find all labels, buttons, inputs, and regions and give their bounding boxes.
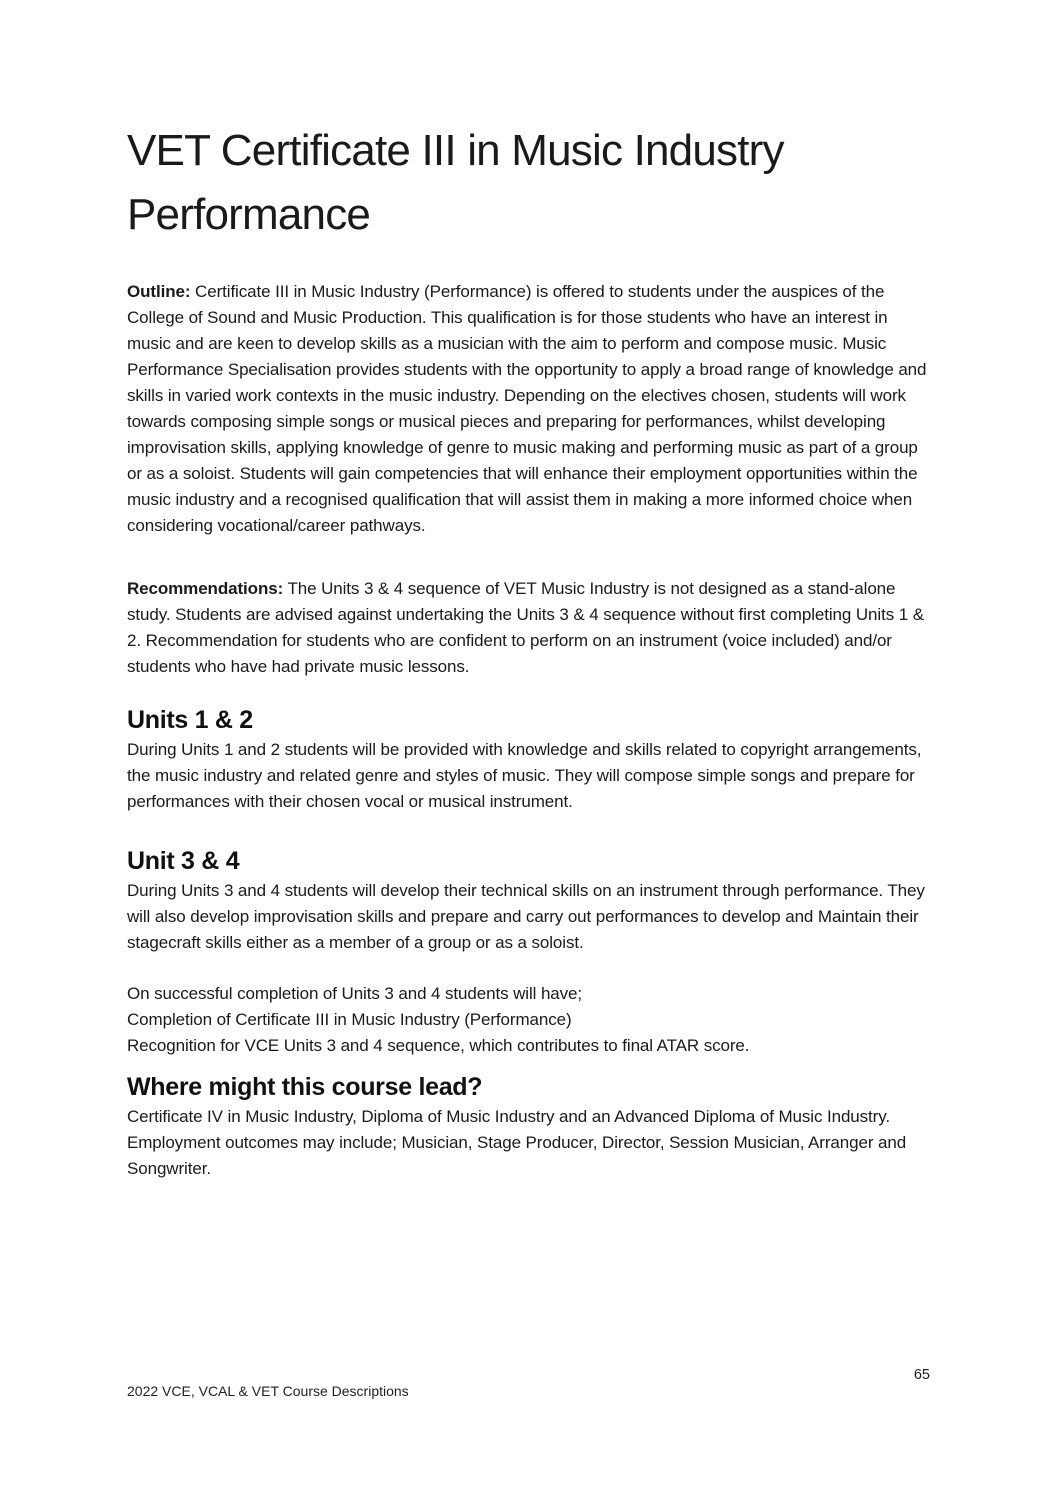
completion-line: On successful completion of Units 3 and 4 students will have; [127, 984, 583, 1003]
recommendations-paragraph [127, 576, 933, 680]
recommendations-label: Recommendations: [127, 579, 284, 598]
unit-3-4-paragraph: During Units 3 and 4 students will develop their technical skills on an instrument through performance. They will also develop improvisation skills and prepare and carry out performances to develop and Maintain their stagecraft skills either as a member of a group or as a soloist. [127, 881, 925, 952]
completion-line: Recognition for VCE Units 3 and 4 sequence, which contributes to final ATAR score. [127, 1036, 750, 1055]
course-lead-paragraph: Certificate IV in Music Industry, Diploma of Music Industry and an Advanced Diploma of Music Industry. Employment outcomes may include; Musician, Stage Producer, Director, Session Musician, Arranger and Songwriter. [127, 1107, 907, 1178]
unit-3-4-heading: Unit 3 & 4 [127, 847, 240, 875]
recommendations-text: The Units 3 & 4 sequence of VET Music Industry is not designed as a stand-alone study. Students are advised against undertaking the Units 3 & 4 sequence without first completing Units 1 & 2. Recommendation for students who are confident to perform on an instrument (voice included) and/or students who have had private music lessons. [127, 579, 924, 676]
units-1-2-heading: Units 1 & 2 [127, 706, 253, 734]
outline-text: Certificate III in Music Industry (Performance) is offered to students under the auspices of the College of Sound and Music Production. This qualification is for those students who have an interest in music and are keen to develop skills as a musician with the aim to perform and compose music. Music Performance Specialisation provides students with the opportunity to apply a broad range of knowledge and skills in varied work contexts in the music industry. Depending on the electives chosen, students will work towards composing simple songs or musical pieces and preparing for performances, whilst developing improvisation skills, applying knowledge of genre to music making and performing music as part of a group or as a soloist. Students will gain competencies that will enhance their employment opportunities within the music industry and a recognised qualification that will assist them in making a more informed choice when considering vocational/career pathways. [127, 282, 927, 535]
outline-label: Outline: [127, 282, 191, 301]
completion-paragraph [127, 981, 933, 1059]
completion-line: Completion of Certificate III in Music Industry (Performance) [127, 1010, 572, 1029]
page-number: 65 [913, 1367, 930, 1383]
where-might-this-course-lead-heading: Where might this course lead? [127, 1073, 483, 1101]
page-title: VET Certificate III in Music Industry Performance [127, 126, 784, 239]
outline-paragraph [127, 279, 933, 539]
units-1-2-paragraph: During Units 1 and 2 students will be provided with knowledge and skills related to copyright arrangements, the music industry and related genre and styles of music. They will compose simple songs and prepare for performances with their chosen vocal or musical instrument. [127, 740, 922, 811]
footer-text: 2022 VCE, VCAL & VET Course Descriptions [127, 1383, 409, 1399]
